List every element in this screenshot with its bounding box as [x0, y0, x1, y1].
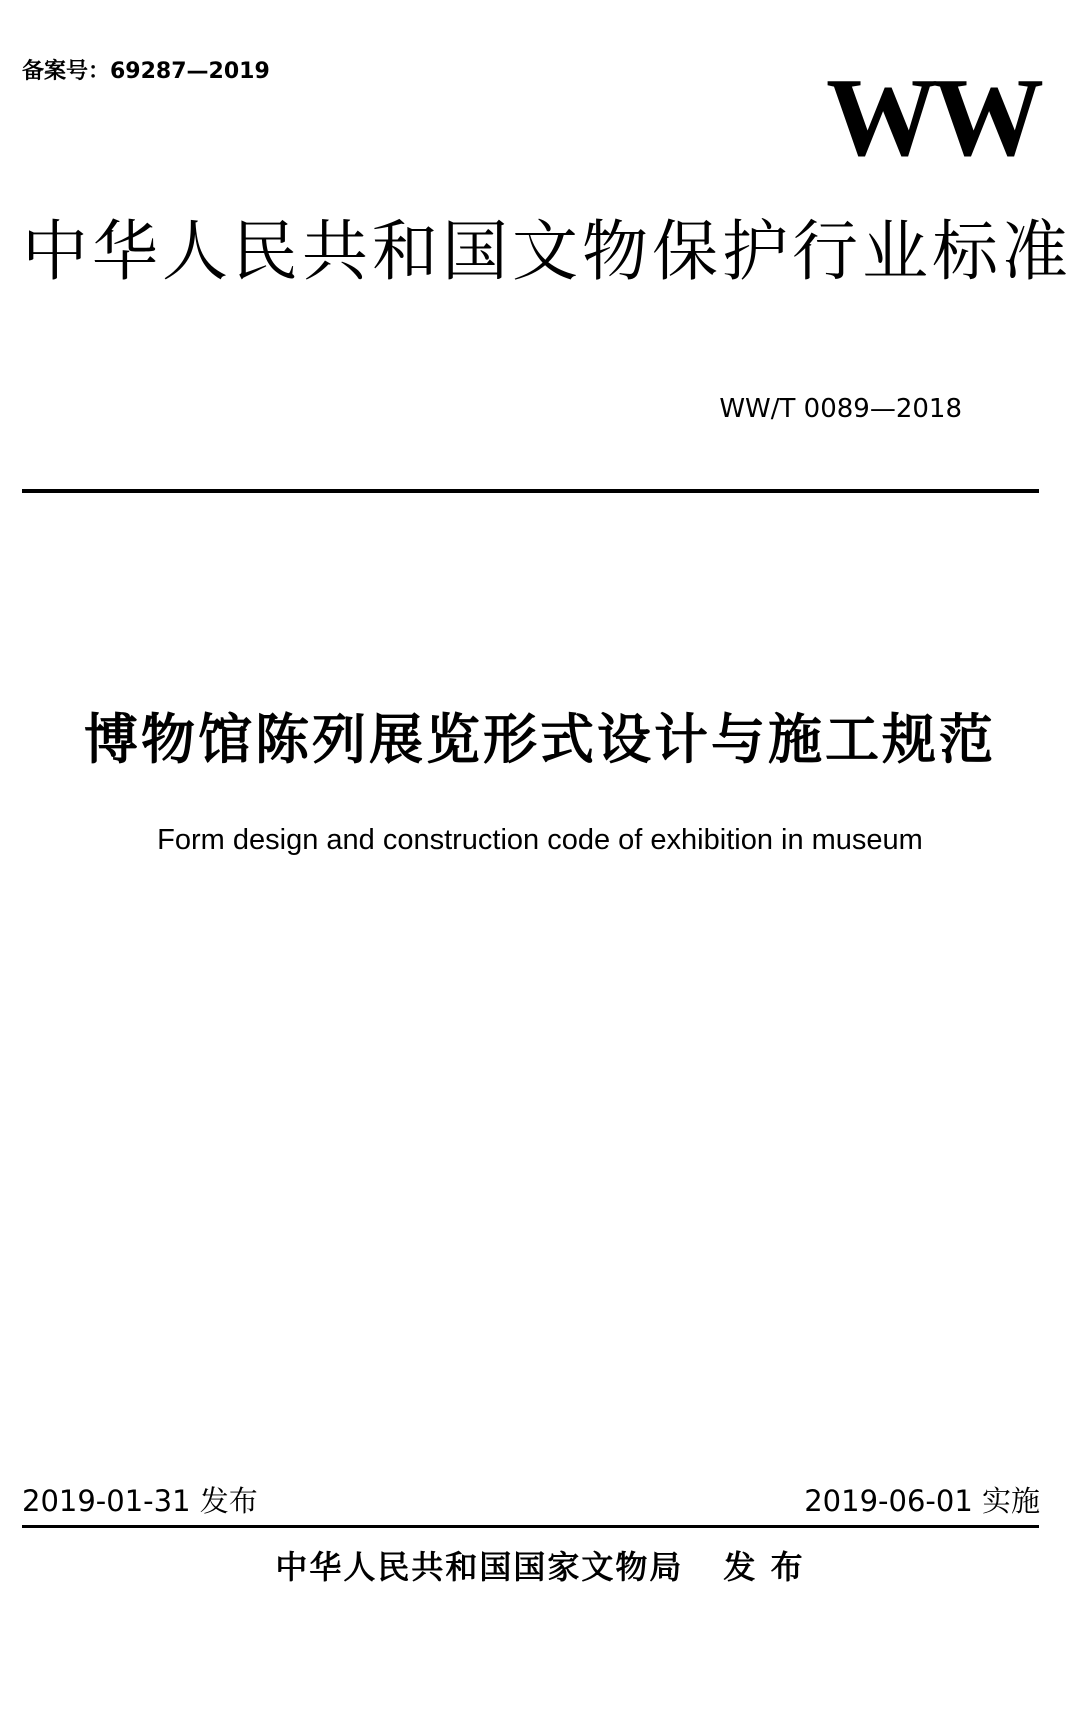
publisher-line [0, 1542, 1080, 1588]
ww-logo: WW [826, 56, 1038, 180]
document-title-english: Form design and construction code of exhibition in museum [157, 824, 923, 856]
implementation-date: 2019-06-01 实施 [804, 1484, 1040, 1518]
document-title-chinese: 博物馆陈列展览形式设计与施工规范 [84, 708, 996, 771]
publish-action: 发 布 [723, 1548, 805, 1586]
record-number: 备案号：69287—2019 [22, 59, 270, 84]
top-divider [22, 489, 1039, 493]
standard-code: WW/T 0089—2018 [719, 394, 962, 424]
bottom-divider [22, 1525, 1039, 1528]
issue-date: 2019-01-31 发布 [22, 1484, 258, 1518]
publisher-name: 中华人民共和国国家文物局 [275, 1548, 684, 1586]
industry-standard-title: 中华人民共和国文物保护行业标准 [22, 213, 1072, 290]
